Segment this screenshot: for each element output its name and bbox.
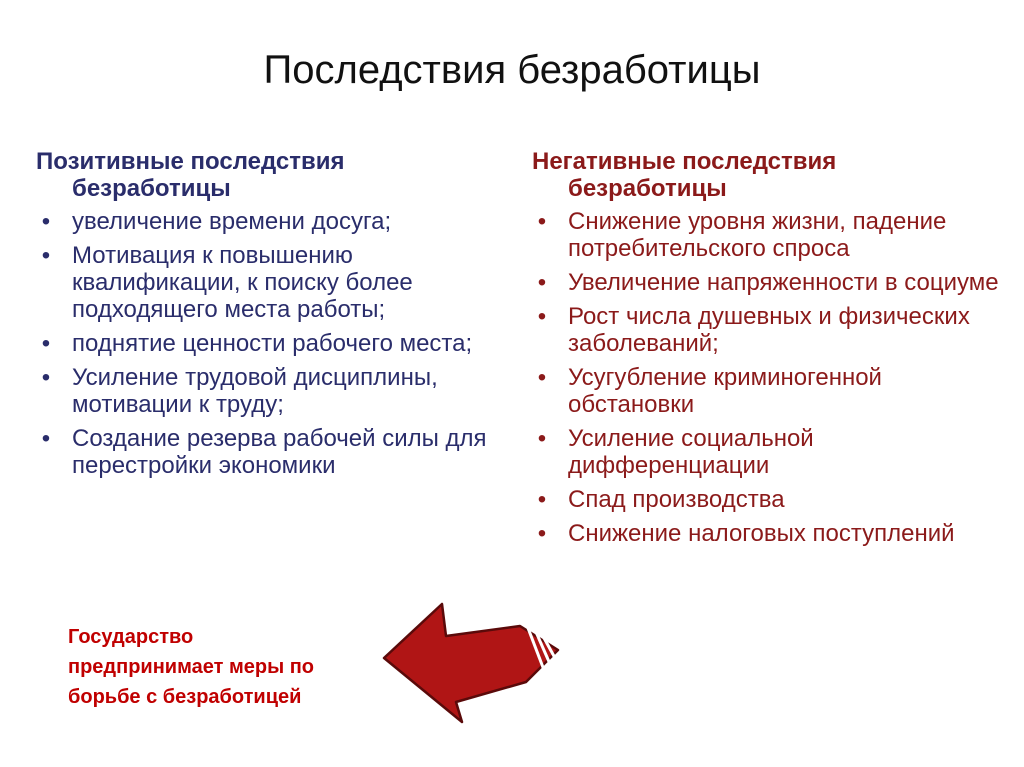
list-item-text: увеличение времени досуга; [72,208,392,235]
list-item-text: Спад производства [568,486,785,513]
list-item [36,242,506,323]
list-item-text: Увеличение напряженности в социуме [568,269,999,296]
bullet-icon: • [41,364,51,391]
list-item-text: Усиление трудовой дисциплины, мотивации к труду; [72,364,438,418]
list-item [532,303,1002,357]
list-item-text: Усугубление криминогенной обстановки [568,364,882,418]
list-item [532,208,1002,262]
list-item [36,208,506,235]
list-item [532,425,1002,479]
state-measures-note [68,622,398,712]
list-item [36,330,506,357]
bullet-icon: • [41,242,51,269]
state-note-line2: предпринимает меры по [68,656,315,678]
negative-consequences-column [532,148,1002,554]
list-item-text: Снижение налоговых поступлений [568,520,955,547]
list-item [532,486,1002,513]
left-arrow-icon [380,600,565,725]
positive-consequences-column [36,148,506,486]
positive-heading-line2: безработицы [72,175,231,202]
state-note-line3: борьбе с безработицей [68,686,302,708]
list-item [532,520,1002,547]
page-title: Последствия безработицы [263,48,761,92]
negative-consequences-heading [532,148,1002,202]
list-item [36,425,506,479]
arrow-shape [384,604,558,722]
list-item [36,364,506,418]
positive-consequences-list [36,208,506,479]
bullet-icon: • [41,330,51,357]
list-item-text: поднятие ценности рабочего места; [72,330,473,357]
list-item-text: Усиление социальной дифференциации [568,425,814,479]
bullet-icon: • [537,303,547,330]
list-item [532,364,1002,418]
bullet-icon: • [537,425,547,452]
negative-heading-line2: безработицы [568,175,727,202]
positive-heading-line1: Позитивные последствия [36,148,345,175]
list-item-text: Мотивация к повышению квалификации, к поиску более подходящего места работы; [72,242,413,323]
bullet-icon: • [41,425,51,452]
bullet-icon: • [41,208,51,235]
bullet-icon: • [537,269,547,296]
bullet-icon: • [537,208,547,235]
negative-consequences-list [532,208,1002,547]
bullet-icon: • [537,486,547,513]
list-item-text: Создание резерва рабочей силы для перестройки экономики [72,425,487,479]
bullet-icon: • [537,520,547,547]
state-note-line1: Государство [68,626,194,648]
negative-heading-line1: Негативные последствия [532,148,837,175]
bullet-icon: • [537,364,547,391]
positive-consequences-heading [36,148,506,202]
list-item-text: Рост числа душевных и физических заболеваний; [568,303,970,357]
list-item-text: Снижение уровня жизни, падение потребительского спроса [568,208,947,262]
list-item [532,269,1002,296]
